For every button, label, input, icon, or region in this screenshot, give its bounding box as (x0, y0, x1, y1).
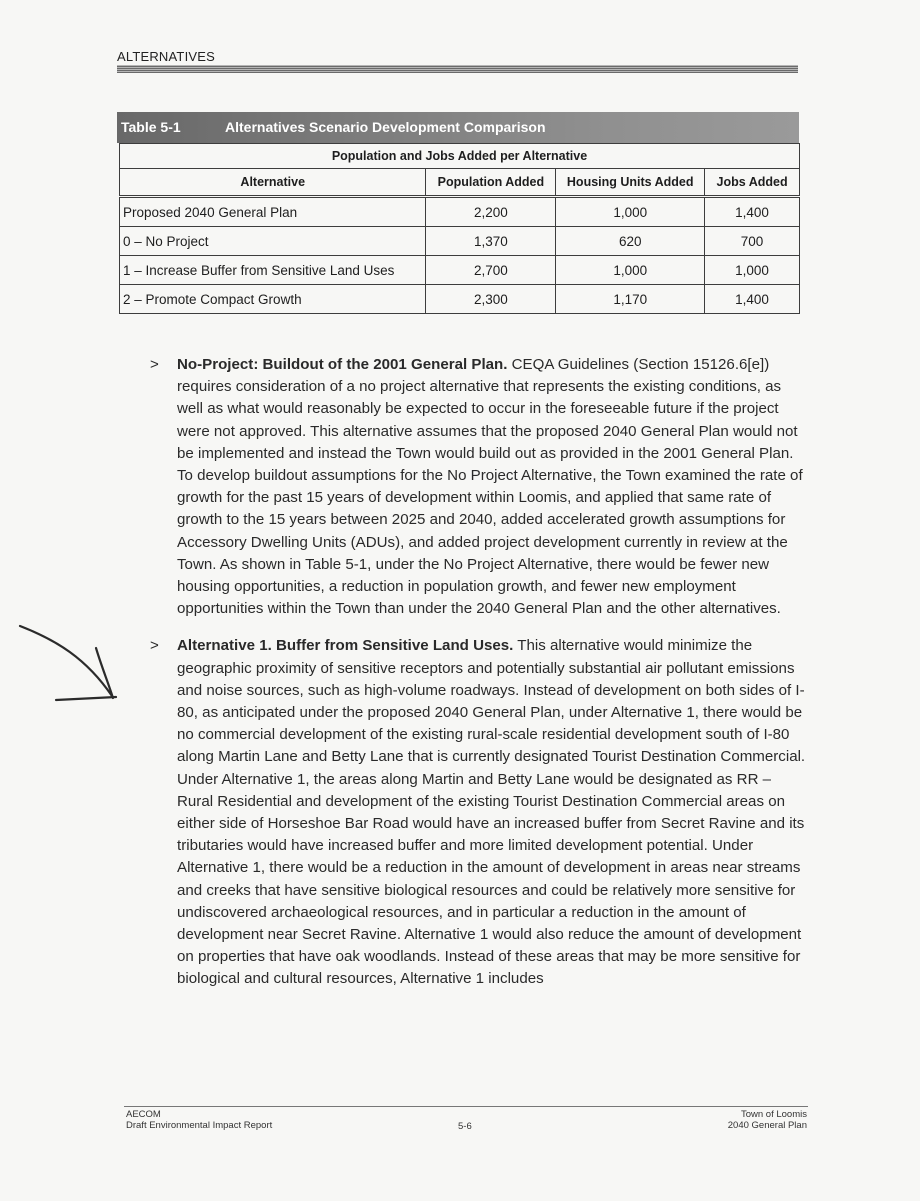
table-cell: 1 – Increase Buffer from Sensitive Land Uses (120, 256, 426, 285)
footer-org: AECOM (126, 1109, 161, 1120)
handwritten-arrow-mark (16, 618, 126, 708)
table-row (120, 256, 800, 285)
table-cell: 1,400 (705, 197, 800, 227)
table-number: Table 5-1 (121, 119, 181, 135)
table-cell: 620 (556, 227, 705, 256)
header-rule (117, 65, 798, 73)
table-caption-row (120, 144, 800, 169)
table-caption: Population and Jobs Added per Alternative (120, 144, 800, 169)
table-row (120, 227, 800, 256)
comparison-table (119, 143, 800, 314)
table-title-bar (117, 112, 799, 143)
table-cell: 1,000 (556, 256, 705, 285)
footer-left (126, 1109, 272, 1131)
table-row (120, 285, 800, 314)
table-title: Alternatives Scenario Development Comparison (225, 119, 546, 135)
bullet-lead: Alternative 1. Buffer from Sensitive Land Uses. (177, 637, 514, 655)
footer-plan: 2040 General Plan (727, 1120, 807, 1131)
table-cell: 1,170 (556, 285, 705, 314)
bullet-list (150, 354, 810, 991)
table-cell: 1,000 (556, 197, 705, 227)
table-header-row (120, 169, 800, 197)
table-cell: 0 – No Project (120, 227, 426, 256)
page-number: 5-6 (458, 1121, 472, 1132)
table-cell: 1,000 (705, 256, 800, 285)
table-row (120, 197, 800, 227)
bullet-text: CEQA Guidelines (Section 15126.6[e]) requires consideration of a no project alternative that represents the existing conditions, as well as what would reasonably be expected to occur in the foreseeable future if the project were not approved. This alternative assumes that the proposed 2040 General Plan would not be implemented and instead the Town would build out as provided in the 2001 General Plan. To develop buildout assumptions for the No Project Alternative, the Town examined the rate of growth for the past 15 years of development within Loomis, and applied that same rate of growth to the 15 years between 2025 and 2040, added accelerated growth assumptions for Accessory Dwelling Units (ADUs), and added project development currently in review at the Town. As shown in Table 5-1, under the No Project Alternative, there would be fewer new housing opportunities, a reduction in population growth, and fewer new employment opportunities within the Town than under the 2040 General Plan and the other alternatives. (177, 356, 803, 618)
bullet-no-project (150, 354, 810, 620)
footer-rule (124, 1106, 808, 1107)
table-cell: 1,370 (426, 227, 556, 256)
table-cell: 1,400 (705, 285, 800, 314)
bullet-alternative-1 (150, 635, 810, 990)
column-header: Jobs Added (705, 169, 800, 197)
table-cell: 2,300 (426, 285, 556, 314)
table-cell: 2,700 (426, 256, 556, 285)
footer-doc: Draft Environmental Impact Report (126, 1120, 273, 1131)
footer-right (728, 1109, 807, 1131)
section-header: ALTERNATIVES (117, 49, 215, 64)
bullet-text: This alternative would minimize the geographic proximity of sensitive receptors and potentially substantial air pollutant emissions and noise sources, such as high-volume roadways. Instead of development on both sides of I-80, as anticipated under the proposed 2040 General Plan, under Alternative 1, there would be no commercial development of the existing rural-scale residential development south of I-80 along Martin Lane and Betty Lane that is currently designated Tourist Destination Commercial. Under Alternative 1, the areas along Martin and Betty Lane would be designated as RR – Rural Residential and development of the existing Tourist Destination Commercial areas on either side of Horseshoe Bar Road would have an increased buffer from Secret Ravine and its tributaries would have increased buffer and more limited development potential. Under Alternative 1, there would be a reduction in the amount of development in areas near streams and creeks that have sensitive biological resources and could be relatively more sensitive for undiscovered archaeological resources, and in particular a reduction in the amount of development near Secret Ravine. Alternative 1 would also reduce the amount of development on properties that have oak woodlands. Instead of these areas that may be more sensitive for biological and cultural resources, Alternative 1 includes (177, 637, 806, 988)
table-cell: 2 – Promote Compact Growth (120, 285, 426, 314)
bullet-lead: No-Project: Buildout of the 2001 General Plan. (177, 356, 508, 373)
bullet-marker: > (150, 356, 159, 373)
bullet-marker: > (150, 637, 159, 655)
column-header: Housing Units Added (556, 169, 705, 197)
column-header: Population Added (426, 169, 556, 197)
table-cell: 2,200 (426, 197, 556, 227)
footer-town: Town of Loomis (740, 1109, 807, 1120)
column-header: Alternative (120, 169, 426, 197)
table-cell: 700 (705, 227, 800, 256)
table-cell: Proposed 2040 General Plan (120, 197, 426, 227)
